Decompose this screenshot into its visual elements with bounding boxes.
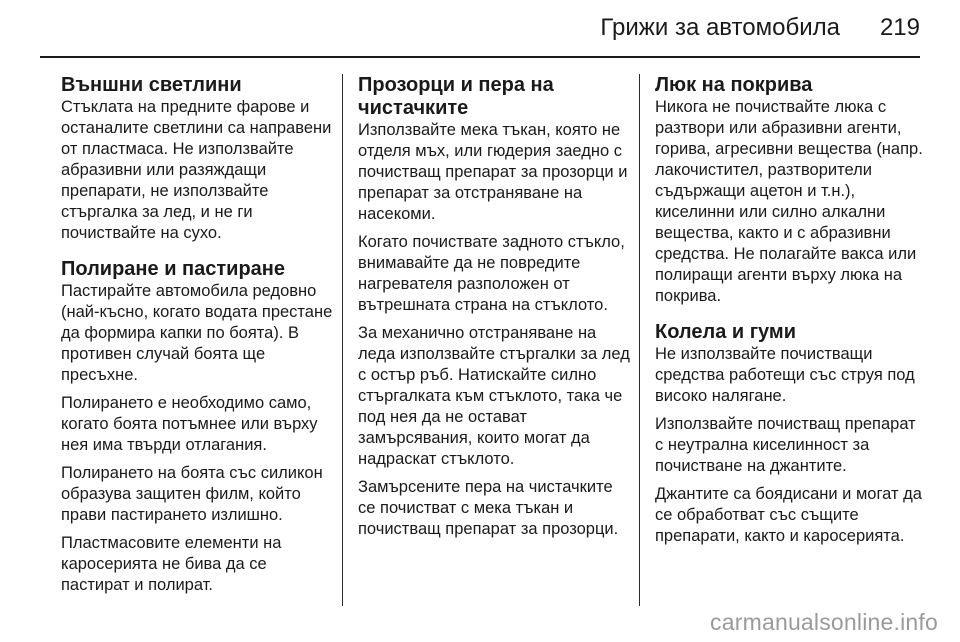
paragraph: Не използвайте почистващи средства работещи със струя под високо налягане.	[655, 345, 915, 405]
section-polishing	[61, 258, 337, 596]
paragraph: Полирането е необходимо само, когато боята потъмнее или върху нея има твърди отлагания.	[61, 394, 318, 454]
section-heading: Външни светлини	[61, 74, 242, 96]
watermark: carmanualsonline.info	[710, 609, 938, 635]
paragraph: Полирането на боята със силикон образува защитен филм, който прави пастирането излишно.	[61, 464, 323, 524]
paragraph: Стъклата на предните фарове и останалите светлини са направени от пластмаса. Не използвайте абразивни или разяждащи препарати, не използвайте стъргалка за лед, и не ги почиствайте на сухо.	[61, 98, 332, 242]
section-heading: Колела и гуми	[655, 321, 797, 343]
section-exterior-lights	[61, 74, 337, 244]
section-heading: Люк на покрива	[655, 74, 813, 96]
paragraph: Когато почиствате задното стъкло, внимавайте да не повредите нагревателя разположен от вътрешната страна на стъклото.	[358, 233, 625, 314]
section-heading: Прозорци и пера на чистачките	[358, 74, 554, 119]
paragraph: За механично отстраняване на леда използвайте стъргалки за лед с остър ръб. Натискайте силно стъргалката към стъклото, така че под нея да не остават замърсявания, които могат да надраскат стъклото.	[358, 324, 630, 468]
column-1	[61, 74, 337, 610]
paragraph: Никога не почиствайте люка с разтвори или абразивни агенти, горива, агресивни вещества (напр. лакочистител, разтворители съдържащи ацетон и т.н.), киселинни или силно алкални вещества, както и с абразивни средства. Не полагайте вакса или полиращи агенти върху люка на покрива.	[655, 98, 923, 305]
page-number: 219	[879, 14, 920, 41]
header-rule	[40, 56, 920, 58]
column-3	[655, 74, 933, 561]
chapter-title: Грижи за автомобила	[600, 14, 840, 41]
paragraph: Използвайте почистващ препарат с неутрална киселинност за почистване на джантите.	[655, 415, 916, 475]
paragraph: Замърсените пера на чистачките се почистват с мека тъкан и почистващ препарат за прозорци.	[358, 478, 619, 538]
section-windows-wipers	[358, 74, 632, 540]
paragraph: Джантите са боядисани и могат да се обработват със същите препарати, както и каросерията.	[655, 485, 922, 545]
page-header	[600, 14, 920, 42]
paragraph: Пастирайте автомобила редовно (най-късно, когато водата престане да формира капки по боята). В противен случай боята ще пресъхне.	[61, 282, 333, 384]
section-heading: Полиране и пастиране	[61, 258, 286, 280]
section-wheels-tyres	[655, 321, 933, 547]
section-sunroof	[655, 74, 933, 307]
column-divider-2	[639, 74, 640, 606]
paragraph: Използвайте мека тъкан, която не отделя мъх, или гюдерия заедно с почистващ препарат за прозорци и препарат за отстраняване на насекоми.	[358, 121, 628, 223]
paragraph: Пластмасовите елементи на каросерията не бива да се пастират и полират.	[61, 534, 282, 594]
column-2	[358, 74, 632, 554]
column-divider-1	[342, 74, 343, 606]
